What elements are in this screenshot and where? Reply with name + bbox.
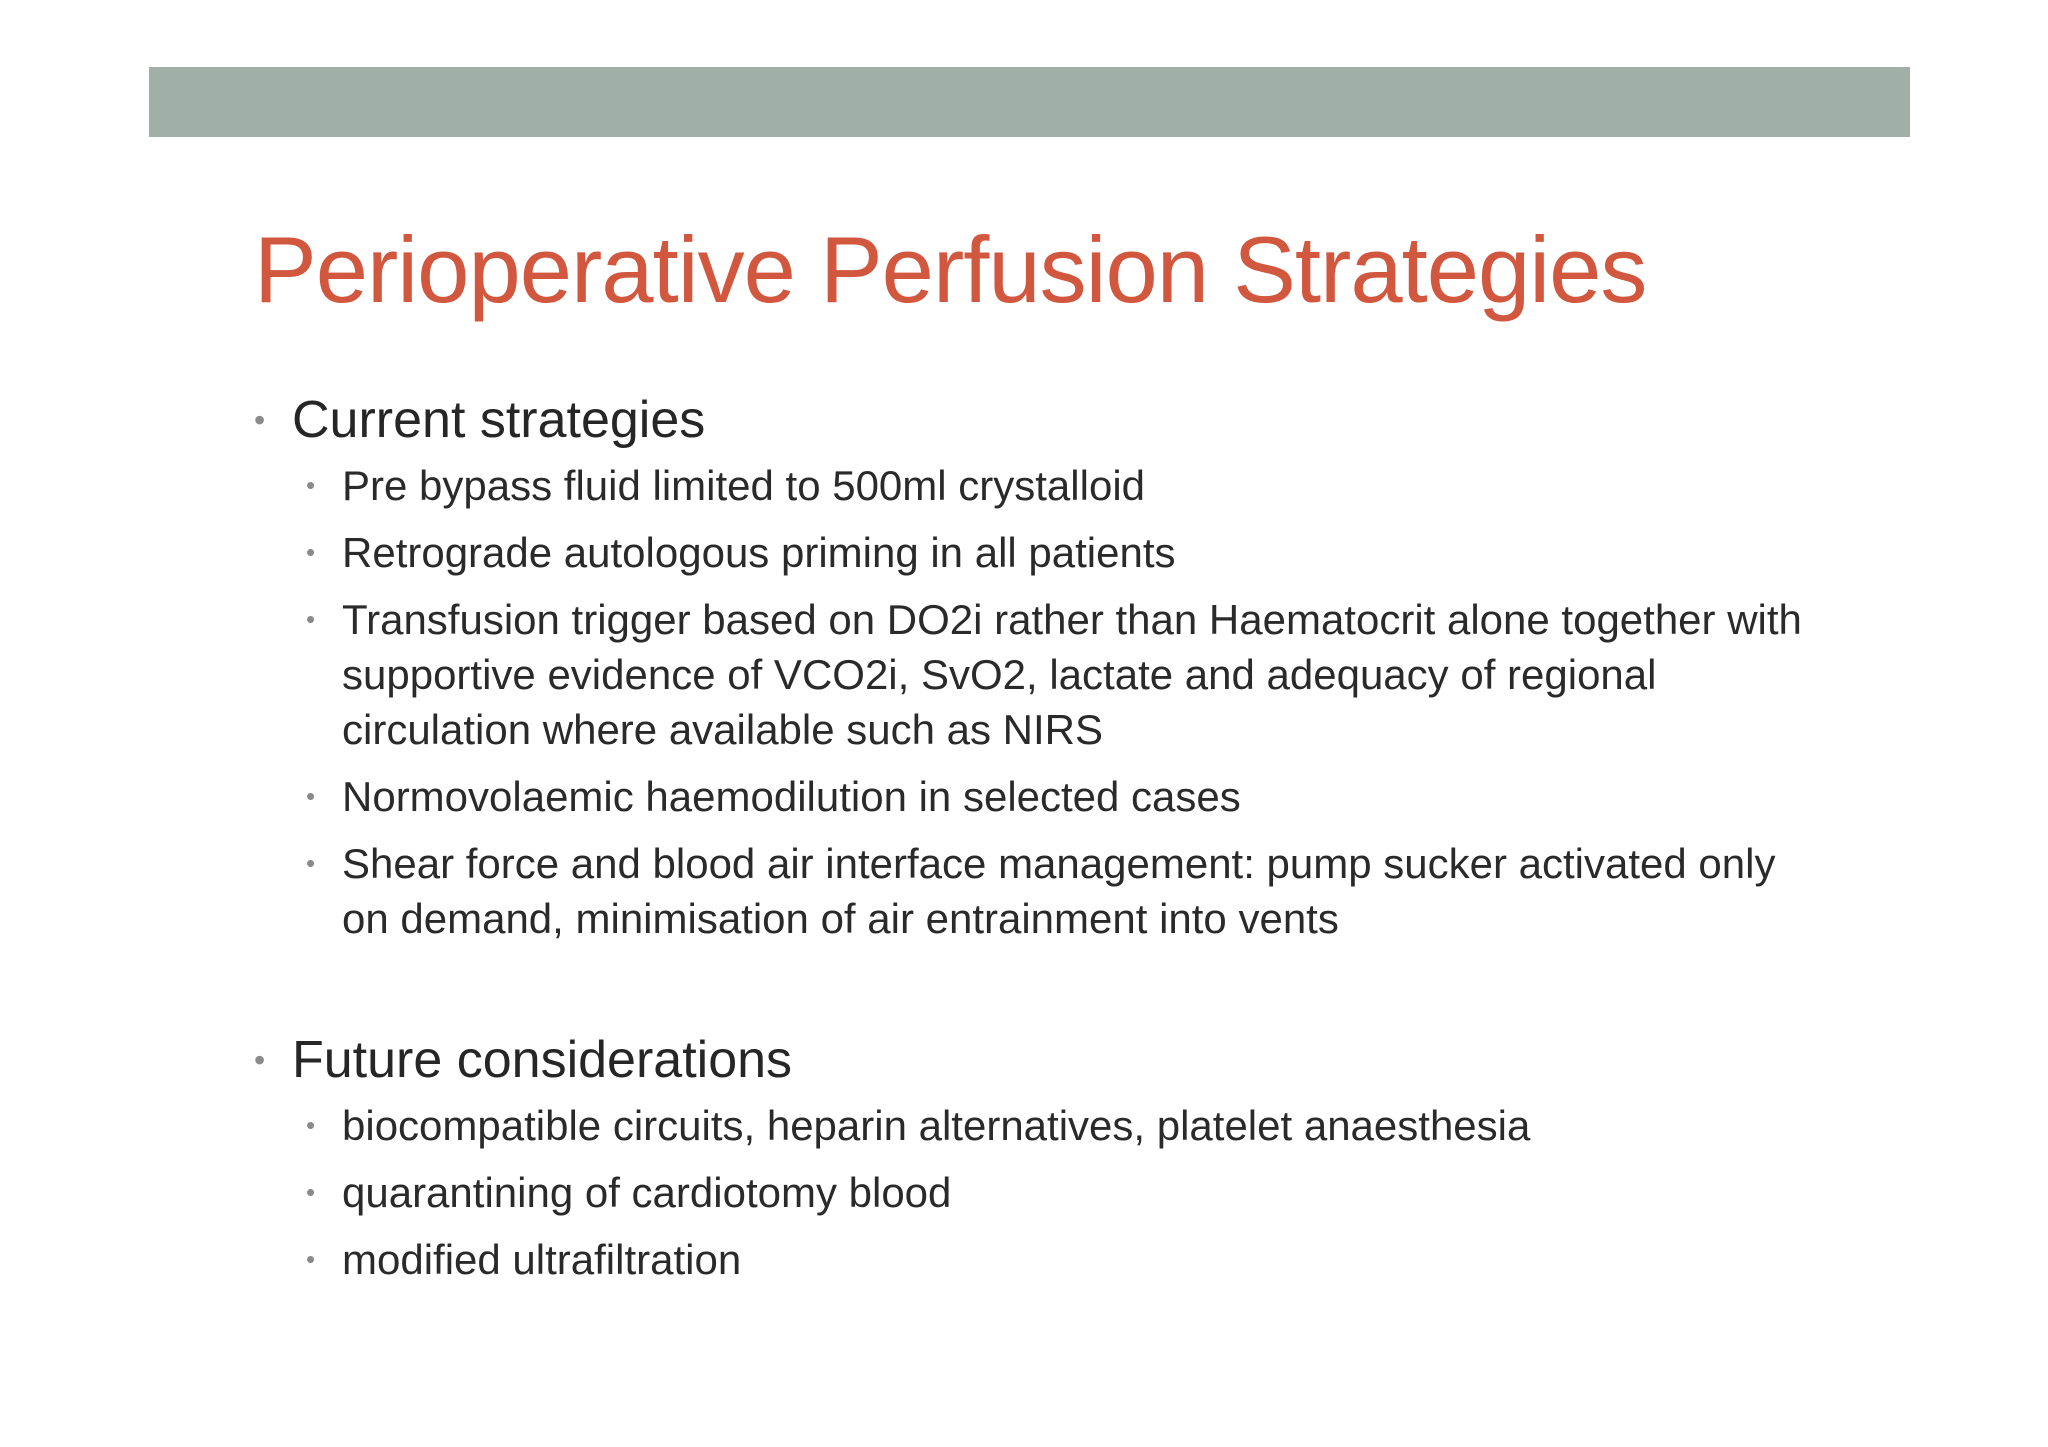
list-item-text: modified ultrafiltration bbox=[342, 1236, 742, 1283]
list-item bbox=[254, 458, 1814, 513]
list-item bbox=[254, 525, 1814, 580]
slide-title: Perioperative Perfusion Strategies bbox=[254, 217, 1647, 322]
list-item bbox=[254, 592, 1814, 757]
bullet-icon: • bbox=[306, 537, 316, 567]
bullet-icon: • bbox=[306, 1244, 316, 1274]
list-item-text: quarantining of cardiotomy blood bbox=[342, 1169, 952, 1216]
list-item-text: Shear force and blood air interface management: pump sucker activated only on demand, minimisation of air entrainment into vents bbox=[342, 840, 1776, 942]
section-heading: • Future considerations bbox=[254, 1028, 1814, 1092]
section-heading: • Current strategies bbox=[254, 388, 1814, 452]
list-item-text: biocompatible circuits, heparin alternatives, platelet anaesthesia bbox=[342, 1102, 1531, 1149]
bullet-icon: • bbox=[306, 470, 316, 500]
slide-content bbox=[254, 388, 1814, 1299]
bullet-icon: • bbox=[306, 604, 316, 634]
bullet-icon: • bbox=[306, 848, 316, 878]
list-item-text: Normovolaemic haemodilution in selected cases bbox=[342, 773, 1241, 820]
section-spacer bbox=[254, 958, 1814, 1028]
list-item bbox=[254, 769, 1814, 824]
list-item bbox=[254, 836, 1814, 946]
section-current-strategies bbox=[254, 388, 1814, 946]
list-item bbox=[254, 1098, 1814, 1153]
bullet-icon: • bbox=[306, 781, 316, 811]
bullet-icon: • bbox=[306, 1110, 316, 1140]
list-item bbox=[254, 1232, 1814, 1287]
header-band bbox=[149, 67, 1910, 137]
bullet-icon: • bbox=[306, 1177, 316, 1207]
list-item bbox=[254, 1165, 1814, 1220]
section-future-considerations bbox=[254, 1028, 1814, 1287]
bullet-list bbox=[254, 1098, 1814, 1287]
list-item-text: Retrograde autologous priming in all patients bbox=[342, 529, 1176, 576]
list-item-text: Transfusion trigger based on DO2i rather than Haematocrit alone together with supportive evidence of VCO2i, SvO2, lactate and adequacy of regional circulation where available such as NIRS bbox=[342, 596, 1802, 753]
list-item-text: Pre bypass fluid limited to 500ml crystalloid bbox=[342, 462, 1146, 509]
bullet-list bbox=[254, 458, 1814, 946]
